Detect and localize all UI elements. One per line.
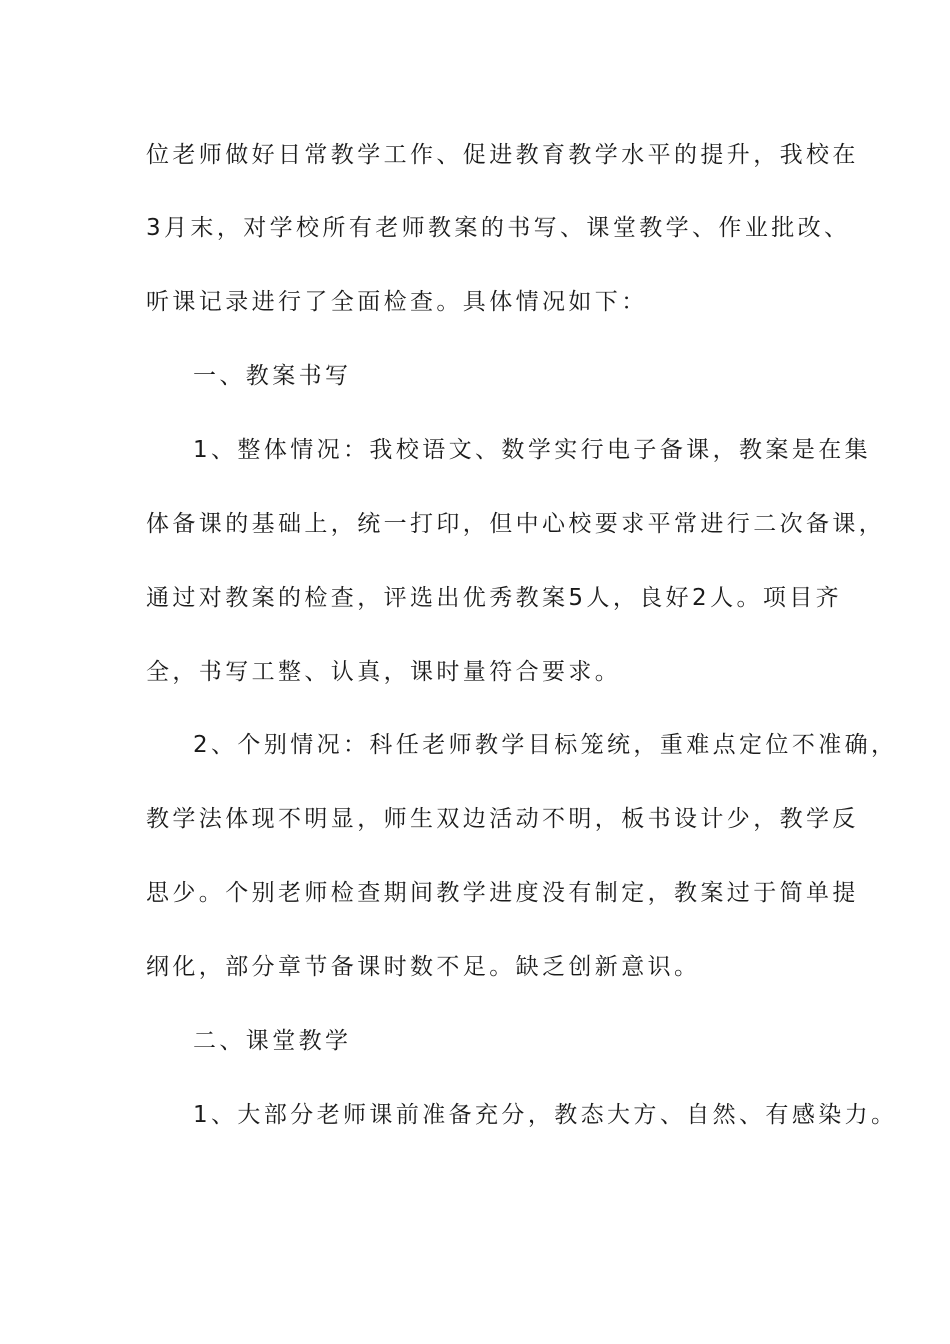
section-heading: 一、教案书写 — [193, 363, 352, 389]
paragraph-line: 纲化，部分章节备课时数不足。缺乏创新意识。 — [146, 954, 701, 980]
paragraph-line: 体备课的基础上，统一打印，但中心校要求平常进行二次备课， — [146, 511, 886, 537]
paragraph-line: 3月末，对学校所有老师教案的书写、课堂教学、作业批改、 — [146, 215, 851, 241]
paragraph-line: 全，书写工整、认真，课时量符合要求。 — [146, 659, 622, 685]
paragraph-line: 听课记录进行了全面检查。具体情况如下： — [146, 289, 648, 315]
paragraph-line: 教学法体现不明显，师生双边活动不明，板书设计少，教学反 — [146, 806, 859, 832]
paragraph-line: 思少。个别老师检查期间教学进度没有制定，教案过于简单提 — [146, 880, 859, 906]
paragraph-line: 通过对教案的检查，评选出优秀教案5人，良好2人。项目齐 — [146, 585, 843, 611]
section-heading: 二、课堂教学 — [193, 1028, 352, 1054]
paragraph-line: 2、个别情况：科任老师教学目标笼统，重难点定位不准确， — [193, 732, 898, 758]
paragraph-line: 1、整体情况：我校语文、数学实行电子备课，教案是在集 — [193, 437, 872, 463]
paragraph-line: 位老师做好日常教学工作、促进教育教学水平的提升，我校在 — [146, 142, 859, 168]
paragraph-line: 1、大部分老师课前准备充分，教态大方、自然、有感染力。 — [193, 1102, 898, 1128]
